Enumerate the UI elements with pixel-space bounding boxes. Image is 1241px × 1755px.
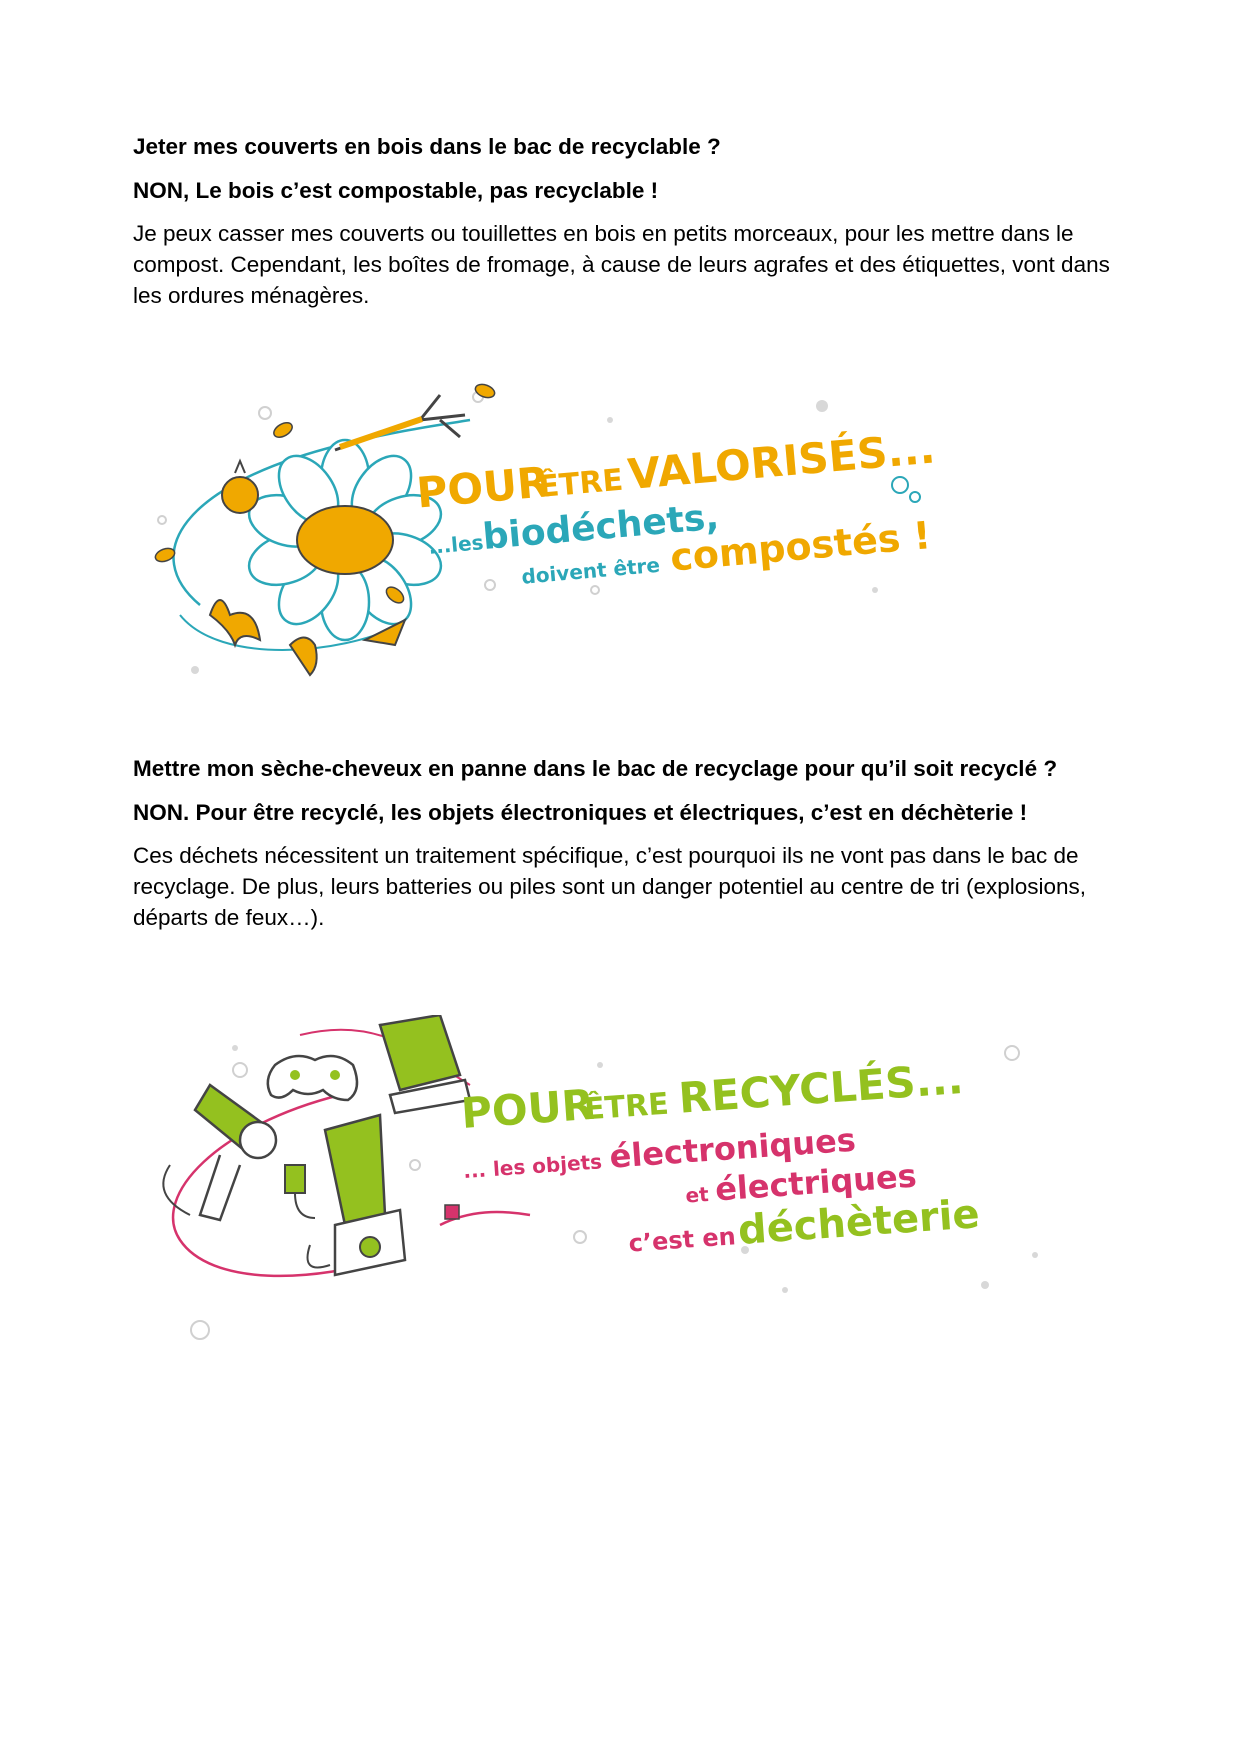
section-2-text: [133, 753, 1133, 933]
section-1-question: Jeter mes couverts en bois dans le bac de recyclable ?: [133, 134, 721, 159]
banner-1-valorises: VALORISÉS...: [625, 423, 938, 500]
banner-1-compostes: compostés !: [668, 513, 933, 580]
banner-2-etre: ÊTRE: [583, 1086, 670, 1128]
charger-icon: [285, 1165, 315, 1218]
banner-1-pour: POUR: [414, 457, 552, 518]
blender-icon: [308, 1115, 406, 1275]
banner-1-biodechets: biodéchets,: [481, 496, 721, 559]
banner-1-etre: ÊTRE: [537, 462, 625, 505]
banner-1-les: ...les: [427, 530, 485, 559]
apple-core-icon: [222, 461, 258, 513]
banner-2-les-objets: ... les objets: [462, 1149, 603, 1184]
banner-2-electriques: électriques: [713, 1156, 918, 1209]
banner-2-electroniques: électroniques: [608, 1120, 857, 1176]
section-1-text: [133, 131, 1133, 311]
section-2-question: Mettre mon sèche-cheveux en panne dans le bac de recyclage pour qu’il soit recyclé ?: [133, 756, 1058, 781]
banner-2-recycles: RECYCLÉS...: [677, 1054, 965, 1123]
banner-1-doivent-etre: doivent être: [520, 552, 661, 589]
section-1-answer: NON, Le bois c’est compostable, pas recyclable !: [133, 178, 659, 203]
compost-banner-illustration: [140, 375, 1040, 695]
section-2-answer: NON. Pour être recyclé, les objets électroniques et électriques, c’est en déchèterie !: [133, 800, 1028, 825]
hair-dryer-icon: [163, 1085, 276, 1220]
kettle-icon: [380, 1015, 470, 1113]
banner-2-pour: POUR: [459, 1079, 596, 1138]
plug-icon: [445, 1205, 459, 1219]
section-1-body: Je peux casser mes couverts ou touillettes en bois en petits morceaux, pour les mettre dans le compost. Cependant, les boîtes de fromage, à cause de leurs agrafes et des étiquettes, vont dans les ordures ménagères.: [133, 221, 1110, 308]
banner-2-et: et: [684, 1182, 710, 1208]
banner-2-decheterie: déchèterie: [736, 1191, 982, 1254]
sparkle-icon: [892, 477, 920, 502]
game-controller-icon: [268, 1056, 357, 1100]
section-2-body: Ces déchets nécessitent un traitement spécifique, c’est pourquoi ils ne vont pas dans le bac de recyclage. De plus, leurs batteries ou piles sont un danger potentiel au centre de tri (explosions, départs de feux…).: [133, 843, 1087, 930]
decheterie-banner-illustration: [140, 1015, 1040, 1360]
banner-2-cest-en: c’est en: [627, 1222, 737, 1258]
